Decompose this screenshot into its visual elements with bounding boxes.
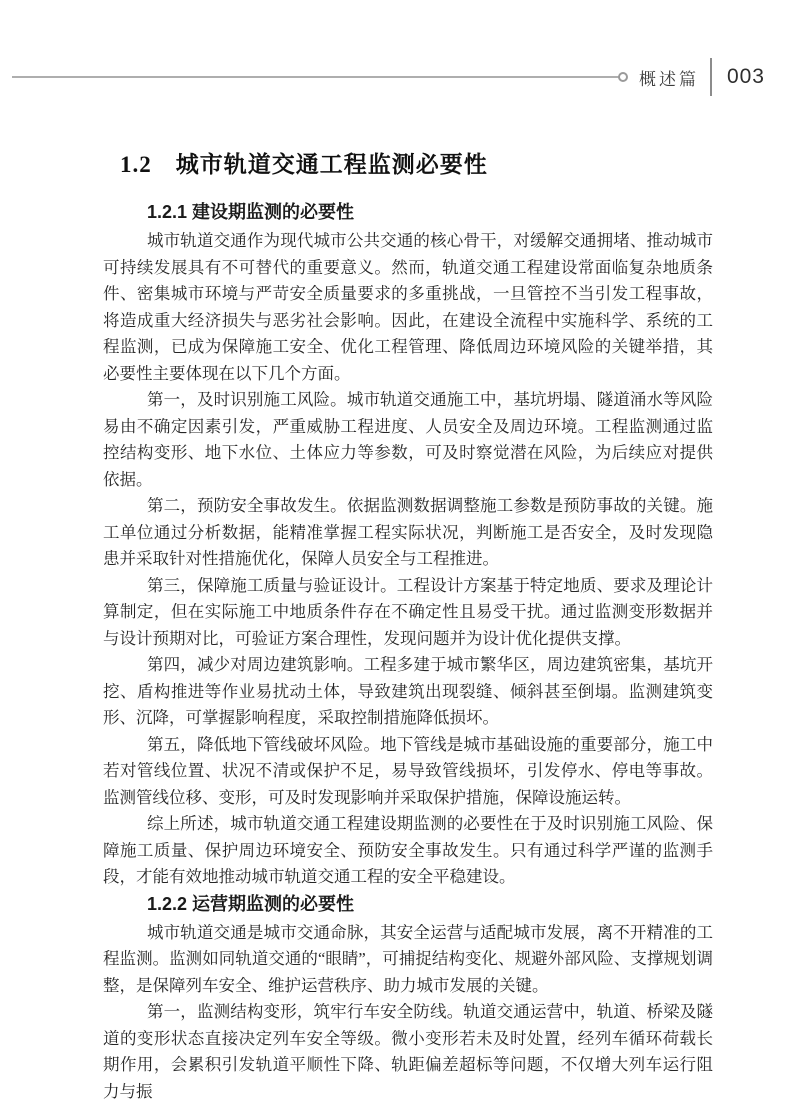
header-circle-icon	[618, 72, 628, 82]
paragraph: 城市轨道交通是城市交通命脉，其安全运营与适配城市发展，离不开精准的工程监测。监测如同轨道交通的“眼睛”，可捕捉结构变化、规避外部风险、支撑规划调整，是保障列车安全、维护运营秩序、助力城市发展的关键。	[103, 922, 713, 995]
text-block	[103, 150, 713, 1105]
paragraph: 第五，降低地下管线破坏风险。地下管线是城市基础设施的重要部分，施工中若对管线位置、状况不清或保护不足，易导致管线损坏，引发停水、停电等事故。监测管线位移、变形，可及时发现影响并采取保护措施，保障设施运转。	[103, 734, 713, 807]
header-section-label: 概述篇	[638, 69, 699, 89]
paragraph: 综上所述，城市轨道交通工程建设期监测的必要性在于及时识别施工风险、保障施工质量、保护周边环境安全、预防安全事故发生。只有通过科学严谨的监测手段，才能有效地推动城市轨道交通工程的安全平稳建设。	[103, 814, 713, 886]
paragraph: 第三，保障施工质量与验证设计。工程设计方案基于特定地质、要求及理论计算制定，但在实际施工中地质条件存在不确定性且易受干扰。通过监测变形数据并与设计预期对比，可验证方案合理性，发现问题并为设计优化提供支撑。	[103, 575, 713, 648]
paragraph: 第四，减少对周边建筑影响。工程多建于城市繁华区，周边建筑密集，基坑开挖、盾构推进等作业易扰动土体，导致建筑出现裂缝、倾斜甚至倒塌。监测建筑变形、沉降，可掌握影响程度，采取控制措施降低损坏。	[103, 655, 713, 727]
paragraph: 城市轨道交通作为现代城市公共交通的核心骨干，对缓解交通拥堵、推动城市可持续发展具有不可替代的重要意义。然而，轨道交通工程建设常面临复杂地质条件、密集城市环境与严苛安全质量要求的多重挑战，一旦管控不当引发工程事故，将造成重大经济损失与恶劣社会影响。因此，在建设全流程中实施科学、系统的工程监测，已成为保障施工安全、优化工程管理、降低周边环境风险的关键举措，其必要性主要体现在以下几个方面。	[103, 231, 713, 383]
chapter-title: 1.2 城市轨道交通工程监测必要性	[120, 152, 488, 177]
paragraph: 第二，预防安全事故发生。依据监测数据调整施工参数是预防事故的关键。施工单位通过分析数据，能精准掌握工程实际状况，判断施工是否安全，及时发现隐患并采取针对性措施优化，保障人员安全与工程推进。	[103, 496, 713, 568]
header-divider	[710, 58, 712, 96]
header-page-number: 003	[726, 65, 765, 88]
paragraph: 第一，及时识别施工风险。城市轨道交通施工中，基坑坍塌、隧道涌水等风险易由不确定因素引发，严重威胁工程进度、人员安全及周边环境。工程监测通过监控结构变形、地下水位、土体应力等参数，可及时察觉潜在风险，为后续应对提供依据。	[103, 390, 713, 489]
section-heading-construction: 1.2.1 建设期监测的必要性	[147, 202, 355, 222]
paragraph: 第一，监测结构变形，筑牢行车安全防线。轨道交通运营中，轨道、桥梁及隧道的变形状态直接决定列车安全等级。微小变形若未及时处置，经列车循环荷载长期作用，会累积引发轨道平顺性下降、轨距偏差超标等问题，不仅增大列车运行阻力与振	[103, 1002, 713, 1101]
page-header	[12, 57, 765, 97]
section-heading-operation: 1.2.2 运营期监测的必要性	[147, 893, 355, 914]
header-rule	[12, 76, 620, 78]
